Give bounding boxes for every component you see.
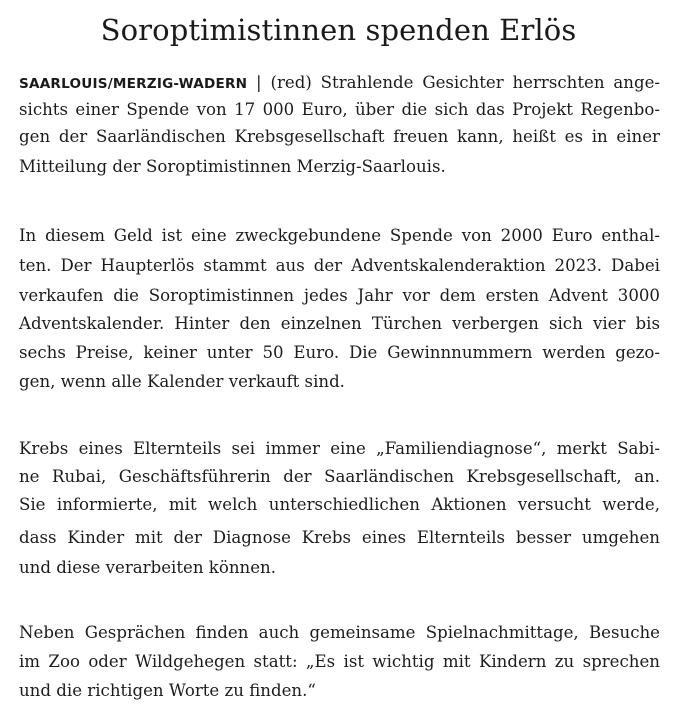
paragraph-2-line-5: sechs Preise, keiner unter 50 Euro. Die Gewinnnummern werden gezo- — [19, 343, 660, 362]
paragraph-2-line-6: gen, wenn alle Kalender verkauft sind. — [19, 372, 345, 391]
paragraph-1-line-3: gen der Saarländischen Krebsgesellschaft freuen kann, heißt es in einer — [19, 127, 660, 146]
paragraph-1-line-2: sichts einer Spende von 17 000 Euro, über die sich das Projekt Regenbo- — [19, 100, 660, 119]
article-headline: Soroptimistinnen spenden Erlös — [100, 13, 577, 47]
paragraph-2-line-4: Adventskalender. Hinter den einzelnen Türchen verbergen sich vier bis — [19, 314, 660, 333]
paragraph-3-line-2: ne Rubai, Geschäftsführerin der Saarländischen Krebsgesellschaft, an. — [19, 467, 660, 486]
paragraph-3-line-5: und diese verarbeiten können. — [19, 558, 276, 577]
paragraph-1-line-4: Mitteilung der Soroptimistinnen Merzig-Saarlouis. — [19, 157, 446, 176]
paragraph-3-line-4: dass Kinder mit der Diagnose Krebs eines Elternteils besser umgehen — [19, 528, 660, 547]
dateline-separator: | — [256, 73, 262, 92]
paragraph-2-line-2: ten. Der Haupterlös stammt aus der Adventskalenderaktion 2023. Dabei — [19, 256, 660, 275]
paragraph-3-line-3: Sie informierte, mit welch unterschiedlichen Aktionen versucht werde, — [19, 495, 660, 514]
paragraph-4-line-3: und die richtigen Worte zu finden.“ — [19, 681, 316, 700]
paragraph-1-line-1 — [19, 69, 660, 98]
dateline: SAARLOUIS/MERZIG-WADERN — [19, 76, 248, 92]
paragraph-3-line-1: Krebs eines Elternteils sei immer eine „Familiendiagnose“, merkt Sabi- — [19, 439, 660, 458]
paragraph-4-line-1: Neben Gesprächen finden auch gemeinsame Spielnachmittage, Besuche — [19, 623, 660, 642]
paragraph-line-text: (red) Strahlende Gesichter herrschten ange- — [270, 73, 661, 92]
paragraph-4-line-2: im Zoo oder Wildgehegen statt: „Es ist wichtig mit Kindern zu sprechen — [19, 652, 660, 671]
paragraph-2-line-3: verkaufen die Soroptimistinnen jedes Jahr vor dem ersten Advent 3000 — [19, 286, 660, 305]
paragraph-2-line-1: In diesem Geld ist eine zweckgebundene Spende von 2000 Euro enthal- — [19, 226, 660, 245]
